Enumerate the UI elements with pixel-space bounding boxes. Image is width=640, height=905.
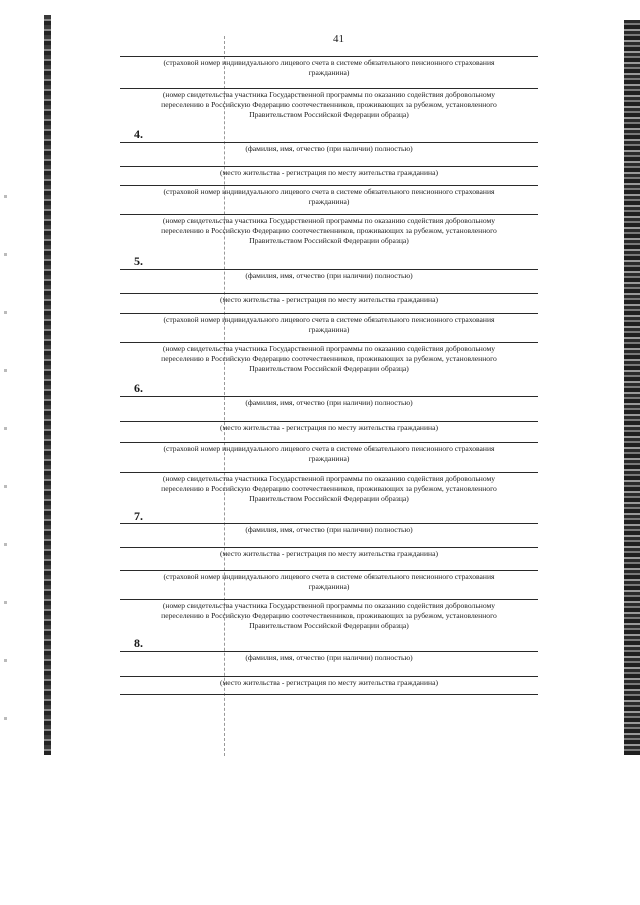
rule-snils <box>120 313 538 314</box>
scan-edge-right <box>624 20 640 755</box>
caption-line: (номер свидетельства участника Государственной программы по оказанию содействия добровольному <box>162 344 496 353</box>
caption-line: (фамилия, имя, отчество (при наличии) полностью) <box>245 653 413 662</box>
caption-line: (страховой номер индивидуального лицевого счета в системе обязательного пенсионного страхования <box>163 58 495 67</box>
caption-residence <box>120 295 538 305</box>
caption-line: переселению в Российскую Федерацию соотечественников, проживающих за рубежом, установленного <box>161 226 497 235</box>
rule-residence <box>120 676 538 677</box>
caption-residence <box>120 678 538 688</box>
caption-fio <box>120 144 538 154</box>
caption-cert <box>120 474 538 504</box>
caption-line: Правительством Российской Федерации образца) <box>249 621 409 630</box>
caption-line: (страховой номер индивидуального лицевого счета в системе обязательного пенсионного страхования <box>163 444 495 453</box>
rule-bottom <box>120 694 538 695</box>
caption-snils <box>120 187 538 207</box>
caption-residence <box>120 549 538 559</box>
caption-line: (фамилия, имя, отчество (при наличии) полностью) <box>245 144 413 153</box>
caption-line: Правительством Российской Федерации образца) <box>249 364 409 373</box>
caption-line: Правительством Российской Федерации образца) <box>249 494 409 503</box>
caption-cert <box>120 216 538 246</box>
caption-line: (страховой номер индивидуального лицевого счета в системе обязательного пенсионного страхования <box>163 572 495 581</box>
caption-line: переселению в Российскую Федерацию соотечественников, проживающих за рубежом, установленного <box>161 354 497 363</box>
rule-cert <box>120 342 538 343</box>
caption-line: (фамилия, имя, отчество (при наличии) полностью) <box>245 398 413 407</box>
caption-line: переселению в Российскую Федерацию соотечественников, проживающих за рубежом, установленного <box>161 100 497 109</box>
rule-fio <box>120 269 538 270</box>
rule-cert <box>120 599 538 600</box>
scan-edge-left <box>44 15 51 755</box>
caption-snils <box>120 444 538 464</box>
caption-cert-top <box>120 90 538 120</box>
entry-number: 7. <box>134 509 143 523</box>
rule-snils <box>120 442 538 443</box>
caption-line: Правительством Российской Федерации образца) <box>249 236 409 245</box>
rule-fio <box>120 396 538 397</box>
caption-line: гражданина) <box>308 68 350 77</box>
rule-fio <box>120 651 538 652</box>
caption-fio <box>120 271 538 281</box>
rule-cert <box>120 214 538 215</box>
entry-number: 6. <box>134 381 143 395</box>
caption-fio <box>120 398 538 408</box>
entry-number: 4. <box>134 127 143 141</box>
rule-cert-top <box>120 88 538 89</box>
caption-cert <box>120 601 538 631</box>
caption-line: (фамилия, имя, отчество (при наличии) полностью) <box>245 525 413 534</box>
caption-line: гражданина) <box>308 325 350 334</box>
caption-line: (номер свидетельства участника Государственной программы по оказанию содействия добровольному <box>162 90 496 99</box>
caption-snils <box>120 315 538 335</box>
caption-line: (место жительства - регистрация по месту жительства гражданина) <box>219 549 439 558</box>
rule-residence <box>120 421 538 422</box>
caption-line: (номер свидетельства участника Государственной программы по оказанию содействия добровольному <box>162 474 496 483</box>
rule-snils <box>120 185 538 186</box>
caption-line: (место жительства - регистрация по месту жительства гражданина) <box>219 168 439 177</box>
caption-line: (фамилия, имя, отчество (при наличии) полностью) <box>245 271 413 280</box>
caption-line: гражданина) <box>308 197 350 206</box>
rule-fio <box>120 523 538 524</box>
caption-fio <box>120 653 538 663</box>
caption-line: (страховой номер индивидуального лицевого счета в системе обязательного пенсионного страхования <box>163 187 495 196</box>
caption-line: (страховой номер индивидуального лицевого счета в системе обязательного пенсионного страхования <box>163 315 495 324</box>
caption-line: гражданина) <box>308 454 350 463</box>
caption-line: (место жительства - регистрация по месту жительства гражданина) <box>219 423 439 432</box>
caption-line: (место жительства - регистрация по месту жительства гражданина) <box>219 678 439 687</box>
entry-number: 8. <box>134 636 143 650</box>
caption-snils <box>120 572 538 592</box>
rule-snils-top <box>120 56 538 57</box>
caption-line: переселению в Российскую Федерацию соотечественников, проживающих за рубежом, установленного <box>161 484 497 493</box>
caption-line: Правительством Российской Федерации образца) <box>249 110 409 119</box>
rule-snils <box>120 570 538 571</box>
rule-cert <box>120 472 538 473</box>
rule-fio <box>120 142 538 143</box>
caption-line: гражданина) <box>308 582 350 591</box>
rule-residence <box>120 547 538 548</box>
rule-residence <box>120 166 538 167</box>
entry-number: 5. <box>134 254 143 268</box>
page-number: 41 <box>333 33 344 45</box>
rule-residence <box>120 293 538 294</box>
caption-line: переселению в Российскую Федерацию соотечественников, проживающих за рубежом, установленного <box>161 611 497 620</box>
margin-marks <box>4 140 7 760</box>
caption-line: (место жительства - регистрация по месту жительства гражданина) <box>219 295 439 304</box>
caption-fio <box>120 525 538 535</box>
caption-cert <box>120 344 538 374</box>
caption-residence <box>120 168 538 178</box>
caption-line: (номер свидетельства участника Государственной программы по оказанию содействия добровольному <box>162 216 496 225</box>
caption-line: (номер свидетельства участника Государственной программы по оказанию содействия добровольному <box>162 601 496 610</box>
caption-snils-top <box>120 58 538 78</box>
caption-residence <box>120 423 538 433</box>
